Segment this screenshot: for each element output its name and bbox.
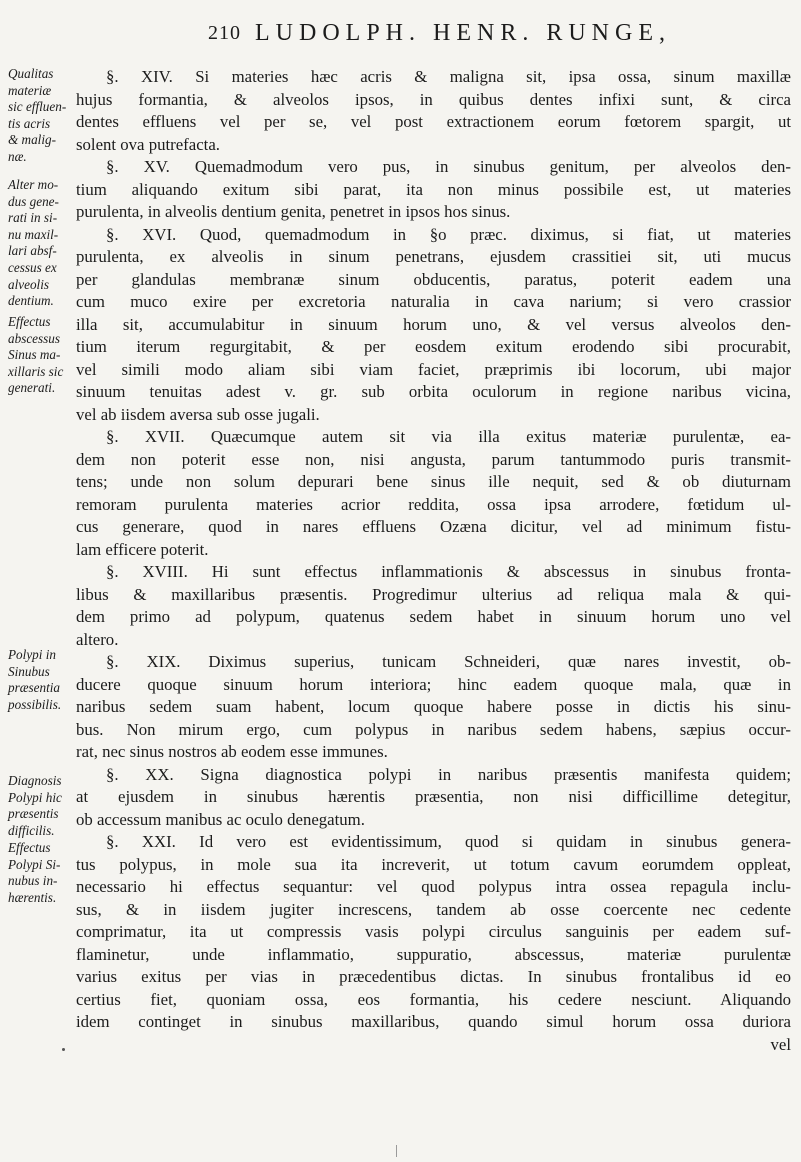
text-line: purulenta, in alveolis dentium genita, penetret in ipsos hos sinus. (76, 202, 511, 221)
text-line: cus generare, quod in nares effluens Ozæna dicitur, vel ad minimum fistu- (76, 517, 791, 536)
margin-note-line: Polypi hic (8, 789, 62, 805)
margin-note-line: Diagnosis (8, 773, 62, 788)
text-line: dem non poterit esse non, nisi angusta, parum tantummodo puris transmit- (76, 449, 791, 469)
margin-note-line: dentium. (8, 293, 54, 309)
text-line: sus, & in iisdem jugiter increscens, tandem ab osse coercente nec cedente (76, 899, 791, 919)
main-text (76, 66, 791, 1056)
text-line: sinuum tenuitas adest v. gr. sub orbita oculorum in regione naribus vicina, (76, 382, 791, 401)
page-number: 210 (208, 22, 241, 44)
text-line: §. XX. Signa diagnostica polypi in naribus præsentis manifesta quidem; (106, 764, 791, 784)
margin-note-line: alveolis (8, 276, 50, 292)
margin-note-line: generati. (8, 380, 56, 396)
text-line: ducere quoque sinuum horum interiora; hinc eadem quoque mala, quæ in (76, 674, 791, 694)
margin-note-qualitas (8, 66, 78, 166)
margin-note-line: Sinus ma- (8, 347, 61, 363)
text-line: at ejusdem in sinubus hærentis præsentia, non nisi difficillime detegitur, (76, 787, 791, 806)
text-line: per glandulas membranæ sinum obducentis, paratus, poterit eadem una (76, 269, 791, 289)
text-line: hujus formantia, & alveolos ipsos, in quibus dentes infixi sunt, & circa (76, 89, 791, 109)
text-line: tium iterum regurgitabit, & per eosdem exitum erodendo sibi procurabit, (76, 337, 791, 356)
margin-note-line: hærentis. (8, 889, 57, 905)
margin-note-line: Sinubus (8, 663, 50, 679)
text-line: altero. (76, 629, 119, 649)
text-line: §. XVI. Quod, quemadmodum in §o præc. diximus, si fiat, ut materies (106, 224, 791, 244)
margin-note-line: possibilis. (8, 696, 62, 712)
text-line: illa sit, accumulabitur in sinuum horum uno, & vel versus alveolos den- (76, 314, 791, 334)
gutter-mark (396, 1145, 397, 1157)
margin-note-line: Alter mo- (8, 177, 59, 192)
margin-note-diagnosis (8, 773, 78, 839)
text-line: solent ova putrefacta. (76, 134, 220, 154)
margin-note-line: lari absf- (8, 243, 57, 259)
text-line: tens; unde non solum depurari bene sinus ille nequit, sed & ob diuturnam (76, 472, 791, 491)
text-line: vel ab iisdem aversa sub osse jugali. (76, 404, 320, 424)
text-line: vel simili modo aliam sibi viam faciet, præprimis ibi locorum, ubi major (76, 359, 791, 379)
margin-note-line: rati in si- (8, 210, 58, 226)
margin-note-line: Polypi in (8, 647, 56, 662)
margin-note-effectus-abscessus (8, 314, 78, 397)
text-line: tium aliquando exitum sibi parat, ita non minus possibile est, ut materies (76, 179, 791, 199)
text-line: naribus sedem suam habent, locum quoque habere posse in dictis his sinu- (76, 697, 791, 716)
running-head: LUDOLPH. HENR. RUNGE, (255, 20, 671, 46)
margin-note-line: nu maxil- (8, 226, 59, 242)
margin-note-line: abscessus (8, 330, 61, 346)
text-line: §. XVIII. Hi sunt effectus inflammationis & abscessus in sinubus fronta- (106, 562, 791, 581)
catchword: vel (770, 1034, 791, 1054)
text-line: §. XIX. Diximus superius, tunicam Schneideri, quæ nares investit, ob- (106, 652, 791, 671)
margin-note-line: difficilis. (8, 822, 55, 838)
text-line: §. XVII. Quæcumque autem sit via illa exitus materiæ purulentæ, ea- (106, 427, 791, 446)
margin-note-line: xillaris sic (8, 363, 64, 379)
margin-note-line: præsentis (8, 806, 59, 822)
text-line: purulenta, ex alveolis in sinum penetrans, ejusdem crassitiei sit, uti mucus (76, 247, 791, 266)
text-line: §. XV. Quemadmodum vero pus, in sinubus genitum, per alveolos den- (106, 157, 791, 176)
margin-note-line: cessus ex (8, 259, 57, 275)
text-line: §. XIV. Si materies hæc acris & maligna sit, ipsa ossa, sinum maxillæ (106, 67, 791, 86)
text-line: tus polypus, in mole sua ita increverit, ut totum cavum eorumdem oppleat, (76, 854, 791, 874)
margin-note-line: materiæ (8, 82, 52, 98)
margin-note-line: præsentia (8, 680, 61, 696)
margin-note-line: dus gene- (8, 193, 59, 209)
text-line: certius fiet, quoniam ossa, eos formantia, his cedere nesciunt. Aliquando (76, 989, 791, 1009)
margin-note-line: & malig- (8, 132, 56, 148)
text-line: comprimatur, ita ut compressis vasis polypi circulus sanguinis per eadem suf- (76, 922, 791, 941)
margin-note-line: tis acris (8, 115, 51, 131)
text-line: ob accessum manibus ac oculo denegatum. (76, 809, 365, 829)
text-line: idem continget in sinubus maxillaribus, quando simul horum ossa duriora (76, 1012, 791, 1031)
text-line: varius exitus per vias in præcedentibus dictas. In sinubus frontalibus id eo (76, 967, 791, 986)
text-line: bus. Non mirum ergo, cum polypus in naribus sedem habens, sæpius occur- (76, 719, 791, 739)
ink-speck (62, 1048, 65, 1051)
margin-note-alter-modus (8, 177, 78, 310)
margin-note-line: Effectus (8, 314, 51, 329)
text-line: rat, nec sinus nostros ab eodem esse immunes. (76, 742, 388, 761)
margin-note-line: næ. (8, 148, 27, 164)
text-line: dentes effluens vel per se, vel post extractionem eorum fœtorem spargit, ut (76, 112, 791, 131)
margin-note-line: Effectus (8, 840, 51, 855)
page-header (0, 22, 801, 52)
text-line: necessario hi effectus sequantur: vel quod polypus intra ossea repagula inclu- (76, 877, 791, 896)
margin-note-line: nubus in- (8, 873, 58, 889)
text-line: remoram purulenta materies acrior reddita, ossa ipsa arrodere, fœtidum ul- (76, 494, 791, 514)
margin-note-line: Polypi Si- (8, 856, 61, 872)
margin-note-polypi (8, 647, 78, 713)
text-line: cum muco exire per excretoria naturalia in cava narium; si vero crassior (76, 292, 791, 311)
text-line: dem primo ad polypum, quatenus sedem habet in sinuum horum uno vel (76, 607, 791, 626)
text-line: libus & maxillaribus præsentis. Progredimur ulterius ad reliqua mala & qui- (76, 584, 791, 604)
text-line: §. XXI. Id vero est evidentissimum, quod si quidam in sinubus genera- (106, 832, 791, 851)
text-line: flaminetur, unde inflammatio, suppuratio, abscessus, materiæ purulentæ (76, 944, 791, 964)
text-line: lam efficere poterit. (76, 539, 209, 559)
margin-note-line: sic effluen- (8, 99, 67, 115)
margin-note-effectus-polypi (8, 840, 78, 906)
margin-note-line: Qualitas (8, 66, 54, 81)
